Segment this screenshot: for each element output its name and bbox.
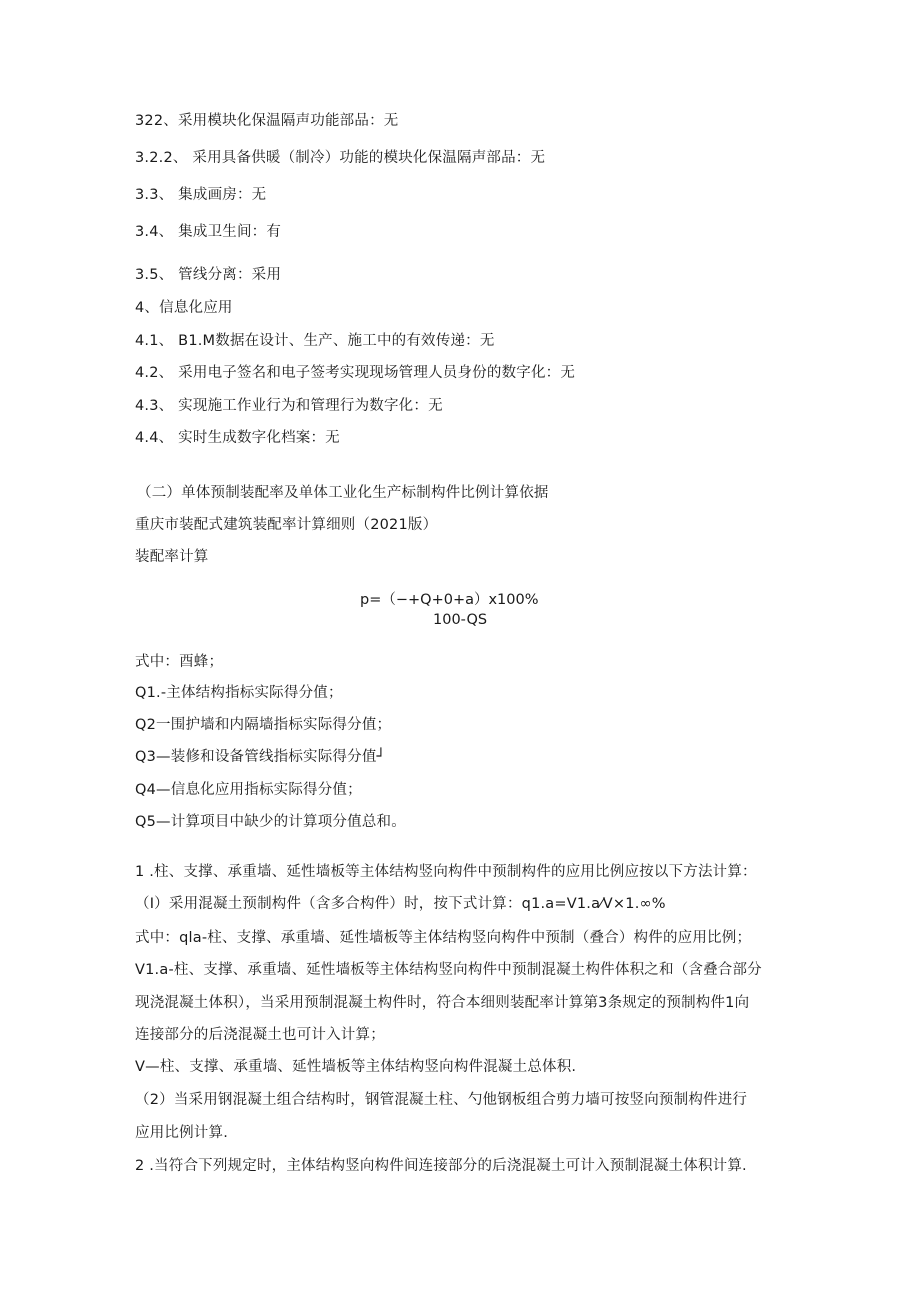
item-4-4-digital-archive: 4.4、 实时生成数字化档案：无 [135,430,340,446]
paragraph-3: 2 .当符合下列规定时，主体结构竖向构件间连接部分的后浇混凝土可计入预制混凝土体积计算. [135,1158,747,1174]
paragraph-1a: （I）采用混凝土预制构件（含多合构件）时，按下式计算：q1.a=V1.a⁄V×1.∞% [135,896,666,912]
paragraph-1: 1 .柱、支撑、承重墙、延性墙板等主体结构竖向构件中预制构件的应用比例应按以下方法计算： [135,864,757,880]
paragraph-2a: （2）当采用钢混凝土组合结构时，钢管混凝土柱、勺他钢板组合剪力墙可按竖向预制构件进行 [135,1092,748,1108]
formula-numerator: p=（−+Q+0+a）x100% [360,592,539,608]
item-3-5-pipeline-separation: 3.5、 管线分离：采用 [135,267,282,283]
definition-q5: Q5—计算项目中缺少的计算项分值总和。 [135,814,406,830]
definition-q3: Q3—装修和设备管线指标实际得分值┘ [135,749,386,765]
paragraph-1f: V—柱、支撑、承重墙、延性墙板等主体结构竖向构件混凝土总体积. [135,1059,577,1075]
definition-q2: Q2一围护墙和内隔墙指标实际得分值； [135,717,392,733]
section-heading-basis: （二）单体预制装配率及单体工业化生产标制构件比例计算依据 [137,485,549,501]
paragraph-1c: V1.a-柱、支撑、承重墙、延性墙板等主体结构竖向构件中预制混凝土构件体积之和（含叠合部分 [135,962,762,978]
item-4-1-bim-transfer: 4.1、 B1.M数据在设计、生产、施工中的有效传递：无 [135,333,495,349]
paragraph-1d: 现浇混凝土体积），当采用预制混凝土构件时，符合本细则装配率计算第3条规定的预制构件1向 [135,995,750,1011]
item-4-information-application: 4、信息化应用 [135,300,233,316]
formula-denominator: 100-QS [433,612,488,628]
paragraph-1b: 式中：qla-柱、支撑、承重墙、延性墙板等主体结构竖向构件中预制（叠合）构件的应用比例； [135,930,752,946]
paragraph-2b: 应用比例计算. [135,1125,229,1141]
item-4-3-construction-digitalization: 4.3、 实现施工作业行为和管理行为数字化：无 [135,398,443,414]
calc-title: 装配率计算 [135,549,209,565]
definition-q4: Q4—信息化应用指标实际得分值； [135,782,362,798]
item-3-2-2-modular-insulation: 322、采用模块化保温隔声功能部品：无 [135,113,399,129]
item-3-3-integrated-kitchen: 3.3、 集成画房：无 [135,187,267,203]
item-4-2-electronic-signature: 4.2、 采用电子签名和电子签考实现现场管理人员身份的数字化：无 [135,365,576,381]
paragraph-1e: 连接部分的后浇混凝土也可计入计算； [135,1027,385,1043]
reference-standard: 重庆市装配式建筑装配率计算细则（2021版） [135,517,438,533]
item-3-2-2-heating-cooling: 3.2.2、 采用具备供暖（制冷）功能的模块化保温隔声部品：无 [135,150,546,166]
definitions-intro: 式中：酉蜂； [135,654,224,670]
item-3-4-integrated-bathroom: 3.4、 集成卫生间：有 [135,224,282,240]
definition-q1: Q1.-主体结构指标实际得分值； [135,685,343,701]
